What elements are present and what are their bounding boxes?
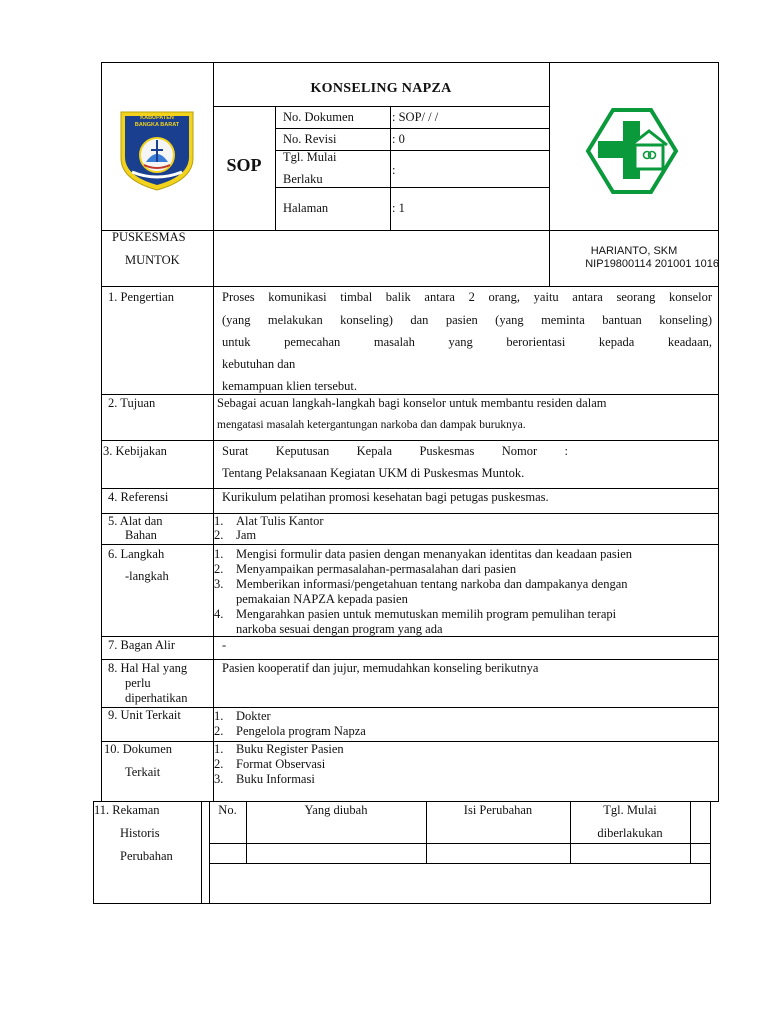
label-dokumen-line-2: Terkait xyxy=(125,765,161,779)
row-line-bagan xyxy=(101,659,719,660)
header-title-bottom xyxy=(213,106,549,107)
label-hal-line-2: perlu xyxy=(125,676,151,690)
unit-item-2: Pengelola program Napza xyxy=(236,724,366,738)
label-history-line-3: Perubahan xyxy=(120,849,173,863)
org-row-bottom-line xyxy=(101,286,719,287)
label-dokumen-line-1: 10. Dokumen xyxy=(104,742,173,756)
kebijakan-line-2: Tentang Pelaksanaan Kegiatan UKM di Puskesmas Muntok. xyxy=(222,466,525,480)
meta-start-date-label-2: Berlaku xyxy=(283,172,323,186)
langkah-item-3-line-2: pemakaian NAPZA kepada pasien xyxy=(236,592,408,606)
frame-left-line xyxy=(101,62,102,802)
langkah-item-4-number: 4. xyxy=(214,607,224,621)
alat-item-1: Alat Tulis Kantor xyxy=(236,514,324,528)
label-bagan: 7. Bagan Alir xyxy=(108,638,176,652)
history-col-no: No. xyxy=(218,803,237,817)
langkah-item-1: Mengisi formulir data pasien dengan menanyakan identitas dan keadaan pasien xyxy=(236,547,633,561)
row-line-unit xyxy=(101,741,719,742)
label-hal-line-1: 8. Hal Hal yang xyxy=(108,661,188,675)
meta-start-date-value: : xyxy=(392,163,396,177)
label-unit: 9. Unit Terkait xyxy=(108,708,181,722)
hal-text: Pasien kooperatif dan jujur, memudahkan konseling berikutnya xyxy=(222,661,539,675)
history-row-line xyxy=(209,863,710,864)
org-name-line-1: PUSKESMAS xyxy=(112,230,186,244)
dokumen-item-1: Buku Register Pasien xyxy=(236,742,344,756)
header-bottom-line xyxy=(101,230,719,231)
langkah-item-1-number: 1. xyxy=(214,547,224,561)
meta-page-value: : 1 xyxy=(392,201,405,215)
meta-page-label: Halaman xyxy=(283,201,329,215)
header-separator-meta xyxy=(390,106,391,230)
tujuan-line-1: Sebagai acuan langkah-langkah bagi konselor untuk membantu residen dalam xyxy=(217,396,607,410)
pengertian-line-1: Proses komunikasi timbal balik antara 2 orang, yaitu antara seorang konselor xyxy=(222,290,712,304)
row-line-referensi xyxy=(101,513,719,514)
langkah-item-3-line-1: Memberikan informasi/pengetahuan tentang narkoba dan dampakanya dengan xyxy=(236,577,628,591)
alat-item-2: Jam xyxy=(236,528,257,542)
row-line-tujuan xyxy=(101,440,719,441)
dokumen-item-3: Buku Informasi xyxy=(236,772,315,786)
history-bottom-line xyxy=(93,903,711,904)
row-line-pengertian xyxy=(101,394,719,395)
pengertian-line-4: kebutuhan dan xyxy=(222,357,296,371)
label-alat-line-1: 5. Alat dan xyxy=(108,514,163,528)
history-top-line xyxy=(93,801,711,802)
langkah-item-2-number: 2. xyxy=(214,562,224,576)
history-col-content: Isi Perubahan xyxy=(463,803,533,817)
meta-revision-label: No. Revisi xyxy=(283,132,337,146)
history-right-line xyxy=(710,801,711,903)
bagan-text: - xyxy=(222,638,227,652)
header-separator-sop xyxy=(275,106,276,230)
history-col-sep-4 xyxy=(690,801,691,863)
row-line-alat xyxy=(101,544,719,545)
document-title: KONSELING NAPZA xyxy=(310,81,452,96)
meta-row-line-1 xyxy=(275,128,549,129)
pengertian-line-5: kemampuan klien tersebut. xyxy=(222,379,358,393)
dokumen-item-2: Format Observasi xyxy=(236,757,326,771)
row-line-kebijakan xyxy=(101,488,719,489)
langkah-item-3-number: 3. xyxy=(214,577,224,591)
history-col-date-line-2: diberlakukan xyxy=(597,826,663,840)
row-line-hal xyxy=(101,707,719,708)
sop-label: SOP xyxy=(226,155,262,175)
label-pengertian: 1. Pengertian xyxy=(108,290,174,304)
label-langkah-line-2: -langkah xyxy=(125,569,169,583)
langkah-item-4-line-2: narkoba sesuai dengan program yang ada xyxy=(236,622,443,636)
history-label-separator-a xyxy=(201,801,202,903)
label-tujuan: 2. Tujuan xyxy=(108,396,156,410)
puskesmas-logo xyxy=(585,107,679,195)
dokumen-item-3-number: 3. xyxy=(214,772,224,786)
signer-nip: NIP19800114 201001 1016 xyxy=(585,258,719,270)
meta-doc-number-value: : SOP/ / / xyxy=(392,110,439,124)
meta-start-date-label-1: Tgl. Mulai xyxy=(283,150,337,164)
signer-name: HARIANTO, SKM xyxy=(590,245,678,257)
label-kebijakan: 3. Kebijakan xyxy=(103,444,167,458)
unit-item-2-number: 2. xyxy=(214,724,224,738)
label-alat-line-2: Bahan xyxy=(125,528,157,542)
langkah-item-2: Menyampaikan permasalahan-permasalahan dari pasien xyxy=(236,562,517,576)
tujuan-line-2: mengatasi masalah ketergantungan narkoba dan dampak buruknya. xyxy=(217,419,526,431)
meta-revision-value: : 0 xyxy=(392,132,405,146)
pengertian-line-2: (yang melakukan konseling) dan pasien (yang meminta bantuan konseling) xyxy=(222,313,712,327)
label-history-line-2: Historis xyxy=(120,826,160,840)
unit-item-1-number: 1. xyxy=(214,709,224,723)
frame-right-line xyxy=(718,62,719,802)
history-header-line xyxy=(209,843,710,844)
kebijakan-line-1: Surat Keputusan Kepala Puskesmas Nomor : xyxy=(222,444,568,458)
meta-row-line-3 xyxy=(275,187,549,188)
label-langkah-line-1: 6. Langkah xyxy=(108,547,165,561)
label-referensi: 4. Referensi xyxy=(108,490,169,504)
referensi-text: Kurikulum pelatihan promosi kesehatan bagi petugas puskesmas. xyxy=(222,490,549,504)
unit-item-1: Dokter xyxy=(236,709,271,723)
org-name-line-2: MUNTOK xyxy=(125,253,180,267)
logo-text-bottom: BANGKA BARAT xyxy=(134,122,180,128)
regency-logo xyxy=(118,110,196,192)
dokumen-item-1-number: 1. xyxy=(214,742,224,756)
label-hal-line-3: diperhatikan xyxy=(125,691,188,705)
pengertian-line-3: untuk pemecahan masalah yang berorientasi kepada keadaan, xyxy=(222,335,712,349)
history-col-changed: Yang diubah xyxy=(304,803,368,817)
label-history-line-1: 11. Rekaman xyxy=(94,803,160,817)
alat-item-2-number: 2. xyxy=(214,528,224,542)
puskesmas-emblem-icon xyxy=(585,107,679,195)
dokumen-item-2-number: 2. xyxy=(214,757,224,771)
meta-doc-number-label: No. Dokumen xyxy=(283,110,354,124)
history-col-date-line-1: Tgl. Mulai xyxy=(603,803,657,817)
frame-top-line xyxy=(101,62,719,63)
langkah-item-4-line-1: Mengarahkan pasien untuk memutuskan memilih program pemulihan terapi xyxy=(236,607,617,621)
alat-item-1-number: 1. xyxy=(214,514,224,528)
logo-text-top: KABUPATEN xyxy=(140,115,174,121)
